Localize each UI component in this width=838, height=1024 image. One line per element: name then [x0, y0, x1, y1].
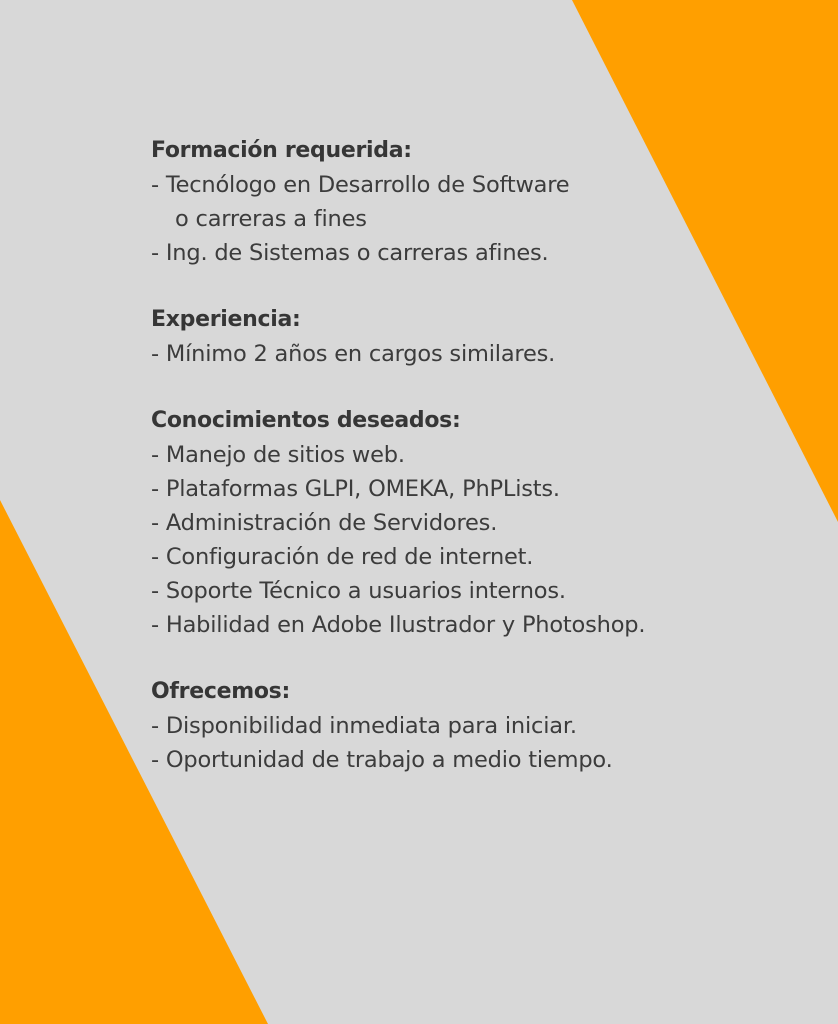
list-item: - Ing. de Sistemas o carreras afines.: [151, 240, 549, 266]
list-item: - Disponibilidad inmediata para iniciar.: [151, 713, 577, 739]
section-ofrecemos: [151, 675, 811, 777]
list-item: - Soporte Técnico a usuarios internos.: [151, 578, 566, 604]
section-experiencia: [151, 303, 811, 371]
list-item: - Configuración de red de internet.: [151, 544, 534, 570]
list-item: - Mínimo 2 años en cargos similares.: [151, 341, 556, 367]
list-item: - Manejo de sitios web.: [151, 442, 405, 468]
section-heading: Formación requerida:: [151, 138, 412, 163]
list-item: - Oportunidad de trabajo a medio tiempo.: [151, 747, 613, 773]
list-item: - Tecnólogo en Desarrollo de Software: [151, 172, 570, 198]
list-item: - Habilidad en Adobe Ilustrador y Photoshop.: [151, 612, 646, 638]
list-item: - Administración de Servidores.: [151, 510, 498, 536]
section-heading: Ofrecemos:: [151, 679, 290, 704]
section-heading: Experiencia:: [151, 307, 301, 332]
list-item: - Plataformas GLPI, OMEKA, PhPLists.: [151, 476, 560, 502]
section-formacion: [151, 134, 811, 270]
section-heading: Conocimientos deseados:: [151, 408, 461, 433]
job-requirements: [151, 134, 811, 810]
section-conocimientos: [151, 404, 811, 642]
list-item-continuation: o carreras a fines: [175, 206, 367, 232]
